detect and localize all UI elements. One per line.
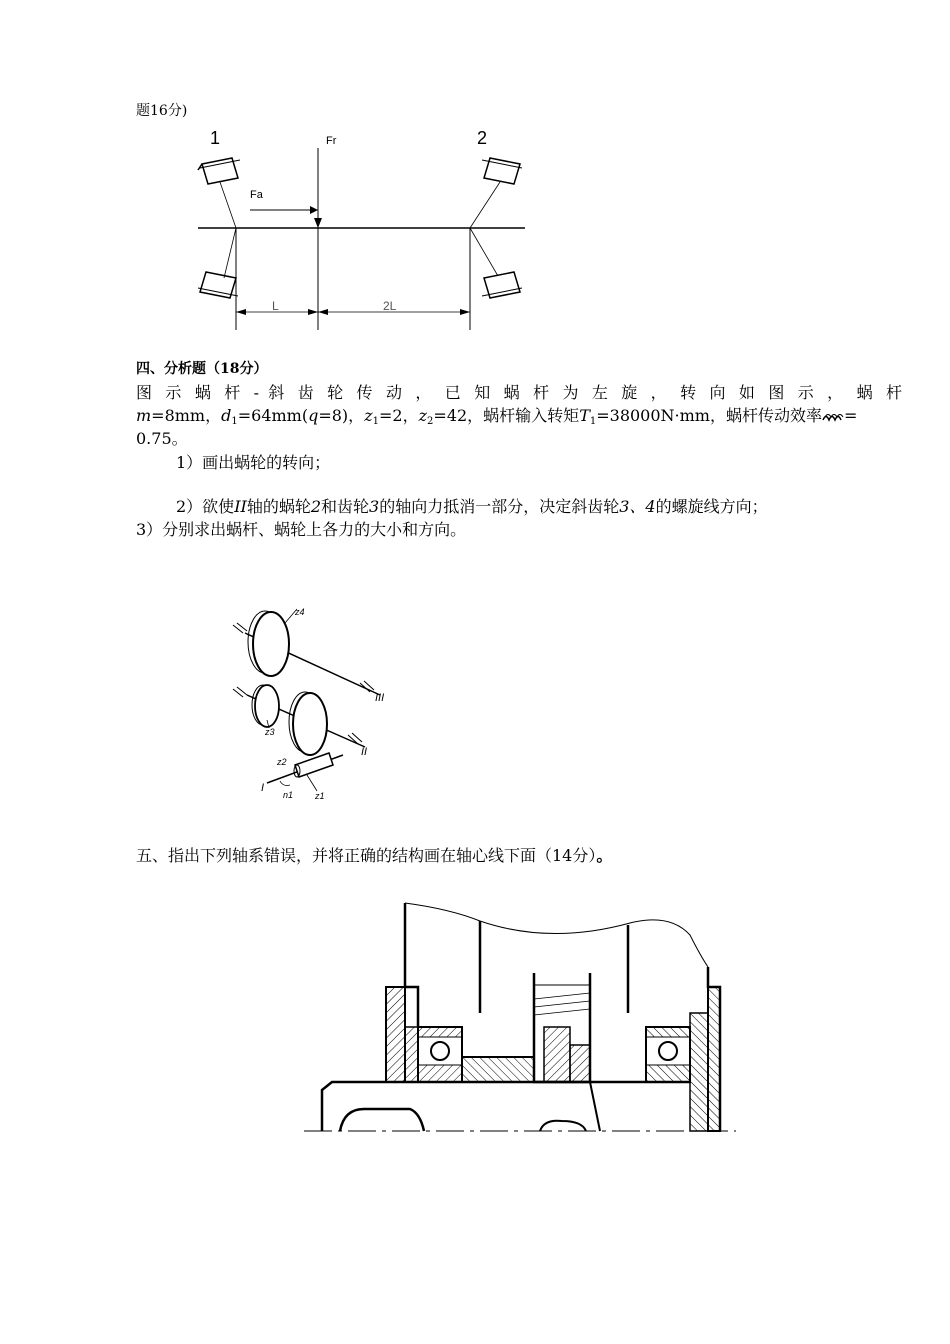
worm-z1 — [294, 753, 333, 791]
right-end-cover — [690, 987, 720, 1131]
q-value: =8)， — [318, 406, 365, 425]
question-3-tail: 题16分) — [136, 103, 188, 119]
shaft — [322, 1082, 690, 1131]
z2-sub: 2 — [427, 416, 434, 427]
bearing-2-label: 2 — [477, 128, 488, 148]
left-ball-bearing — [418, 1027, 462, 1082]
dimension-L-label: L — [272, 299, 279, 313]
question-4-heading: 四、分析题（18分） — [136, 361, 268, 377]
left-end-cover — [386, 987, 418, 1082]
T-value: =38000N·mm，蜗杆传动效率 — [596, 406, 822, 425]
question-4-item-2 — [176, 496, 768, 518]
question-4-line-3: 0.75。 — [136, 429, 188, 448]
m-value: =8mm， — [151, 406, 222, 425]
question-5-heading-dot: 。 — [596, 846, 613, 865]
var-z2: z — [418, 406, 428, 425]
worm-wheel-z2-label: z2 — [277, 757, 287, 767]
item2-text-a: 2）欲使 — [176, 497, 235, 516]
shaft-II-label: II — [361, 746, 368, 758]
bearing-1-bottom — [198, 228, 238, 298]
var-d: d — [221, 406, 232, 425]
gear-z4 — [248, 609, 297, 676]
shaft-I-label: I — [261, 782, 265, 794]
var-q: q — [308, 406, 319, 425]
T-sub: 1 — [589, 416, 597, 427]
worm-z1-label: z1 — [315, 791, 325, 801]
speed-n1-label: n1 — [283, 790, 294, 800]
eta-symbol-icon — [822, 411, 844, 423]
gear-z3 — [252, 685, 279, 728]
item2-gears-34: 3、4 — [619, 497, 656, 516]
shaft-assembly-drawing — [300, 895, 740, 1145]
question-5-heading-text: 五、指出下列轴系错误，并将正确的结构画在轴心线下面（14分） — [136, 846, 597, 865]
spacer-sleeve — [462, 1057, 534, 1082]
bearing-2-bottom — [470, 228, 522, 298]
eta-value: = — [843, 406, 858, 425]
bearing-1-top — [198, 158, 240, 228]
gear-hub — [534, 973, 590, 1082]
item2-text-e: 的螺旋线方向； — [655, 497, 768, 516]
item2-shaft-II: II — [234, 497, 247, 516]
z2-value: =42，蜗杆输入转矩 — [433, 406, 580, 425]
question-4-item-3: 3）分别求出蜗杆、蜗轮上各力的大小和方向。 — [136, 520, 467, 539]
z1-value: =2， — [379, 406, 419, 425]
z1-sub: 1 — [372, 416, 379, 427]
axial-force-label: Fa — [250, 189, 263, 201]
item2-text-b: 轴的蜗轮 — [246, 497, 311, 516]
right-ball-bearing — [646, 1027, 690, 1082]
bearing-2-top — [470, 158, 522, 228]
question-4-line-2 — [136, 405, 857, 427]
gear-z3-label: z3 — [265, 727, 275, 737]
gear-z4-label: z4 — [295, 607, 305, 617]
radial-force-label: Fr — [326, 135, 337, 147]
var-z1: z — [364, 406, 373, 425]
worm-wheel-z2 — [289, 692, 327, 755]
question-5-heading — [136, 845, 612, 867]
var-m: m — [136, 406, 152, 425]
shaft-III-label: III — [375, 692, 385, 704]
item2-text-c: 和齿轮 — [321, 497, 370, 516]
bearing-shaft-diagram — [180, 120, 550, 340]
item2-text-d: 的轴向力抵消一部分，决定斜齿轮 — [379, 497, 620, 516]
d-sub: 1 — [231, 416, 238, 427]
var-T: T — [579, 406, 590, 425]
item2-gear-2: 2 — [310, 497, 322, 516]
question-4-line-1: 图 示 蜗 杆 - 斜 齿 轮 传 动 ， 已 知 蜗 杆 为 左 旋 ， 转 向 如 图 示 ， 蜗 杆 — [136, 383, 902, 402]
worm-gear-train-diagram — [225, 595, 405, 810]
bearing-1-label: 1 — [210, 128, 221, 148]
question-4-item-1: 1）画出蜗轮的转向； — [176, 453, 331, 472]
d-value: =64mm( — [237, 406, 309, 425]
item2-gear-3: 3 — [369, 497, 380, 516]
dimension-2L-label: 2L — [383, 299, 397, 313]
